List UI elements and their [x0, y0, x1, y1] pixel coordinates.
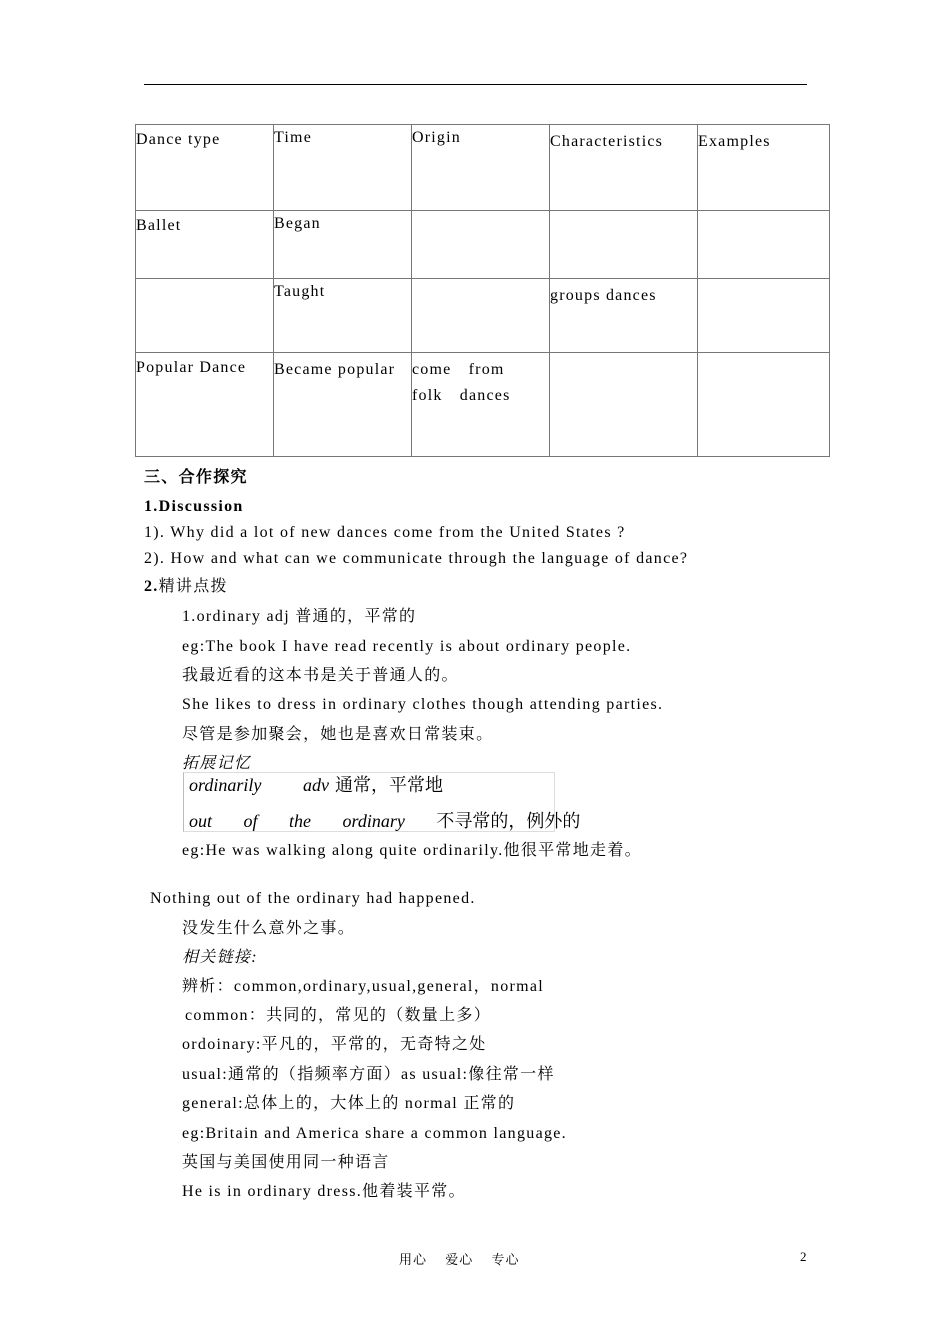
dance-table: [135, 124, 830, 457]
example-4-translation: 没发生什么意外之事。: [182, 920, 356, 937]
memory-box: [183, 772, 581, 832]
related-link-label: 相关链接:: [182, 949, 258, 966]
table-row: [136, 353, 830, 457]
cell: Became popular: [274, 353, 412, 457]
points-title-number: 2.: [144, 578, 159, 595]
example-1-translation: 我最近看的这本书是关于普通人的。: [182, 667, 459, 684]
cell: Taught: [274, 279, 412, 353]
example-3: eg:He was walking along quite ordinarily.他很平常地走着。: [182, 842, 642, 859]
table-row: [136, 279, 830, 353]
cell: groups dances: [550, 279, 698, 353]
example-5: eg:Britain and America share a common language.: [182, 1125, 567, 1142]
memo-phrase-of: of: [243, 811, 258, 831]
expand-memory-label: 拓展记忆: [182, 755, 252, 772]
points-title: [144, 577, 228, 597]
example-2: She likes to dress in ordinary clothes though attending parties.: [182, 696, 664, 713]
example-5-translation: 英国与美国使用同一种语言: [182, 1154, 390, 1171]
memo-phrase-the: the: [289, 811, 312, 831]
ordinary-definition: ordoinary:平凡的，平常的，无奇特之处: [182, 1036, 487, 1053]
discussion-question-2: 2). How and what can we communicate through the language of dance?: [144, 550, 689, 567]
general-definition: general:总体上的，大体上的 normal 正常的: [182, 1095, 516, 1112]
word-entry: 1.ordinary adj 普通的，平常的: [182, 608, 417, 625]
header-dance-type: Dance type: [136, 125, 274, 211]
cell: [136, 279, 274, 353]
cell: [550, 353, 698, 457]
cell: Popular Dance: [136, 353, 274, 457]
example-1: eg:The book I have read recently is about ordinary people.: [182, 638, 632, 655]
memo-phrase-meaning: 不寻常的，例外的: [436, 811, 581, 831]
header-time: Time: [274, 125, 412, 211]
memo-pos: adv: [303, 775, 329, 795]
page-number: 2: [800, 1249, 807, 1264]
header-rule: [144, 84, 807, 85]
example-2-translation: 尽管是参加聚会，她也是喜欢日常装束。: [182, 726, 494, 743]
points-title-text: 精讲点拨: [158, 578, 228, 595]
cell: come from folk dances: [412, 353, 550, 457]
common-definition: common：共同的，常见的（数量上多）: [185, 1007, 491, 1024]
usual-definition: usual:通常的（指频率方面）as usual:像往常一样: [182, 1066, 555, 1083]
cell: [698, 353, 830, 457]
memo-word: ordinarily: [189, 775, 262, 795]
discussion-question-1: 1). Why did a lot of new dances come from the United States ?: [144, 524, 626, 541]
section-heading: 三、合作探究: [144, 469, 248, 486]
header-characteristics: Characteristics: [550, 125, 698, 211]
example-6: He is in ordinary dress.他着装平常。: [182, 1183, 466, 1200]
header-origin: Origin: [412, 125, 550, 211]
cell: [412, 279, 550, 353]
word-analysis: 辨析：common,ordinary,usual,general，normal: [182, 978, 545, 995]
memo-phrase-out: out: [189, 811, 213, 831]
table-row: [136, 211, 830, 279]
cell: [698, 211, 830, 279]
memo-phrase-ordinary: ordinary: [342, 811, 405, 831]
footer-motto: 用心 爱心 专心: [399, 1252, 520, 1267]
cell: Began: [274, 211, 412, 279]
example-4: Nothing out of the ordinary had happened.: [150, 890, 476, 907]
cell: [698, 279, 830, 353]
header-examples: Examples: [698, 125, 830, 211]
memo-meaning: 通常，平常地: [335, 775, 443, 795]
discussion-title: 1.Discussion: [144, 498, 244, 515]
cell: [550, 211, 698, 279]
cell: [412, 211, 550, 279]
cell: Ballet: [136, 211, 274, 279]
table-header-row: [136, 125, 830, 211]
